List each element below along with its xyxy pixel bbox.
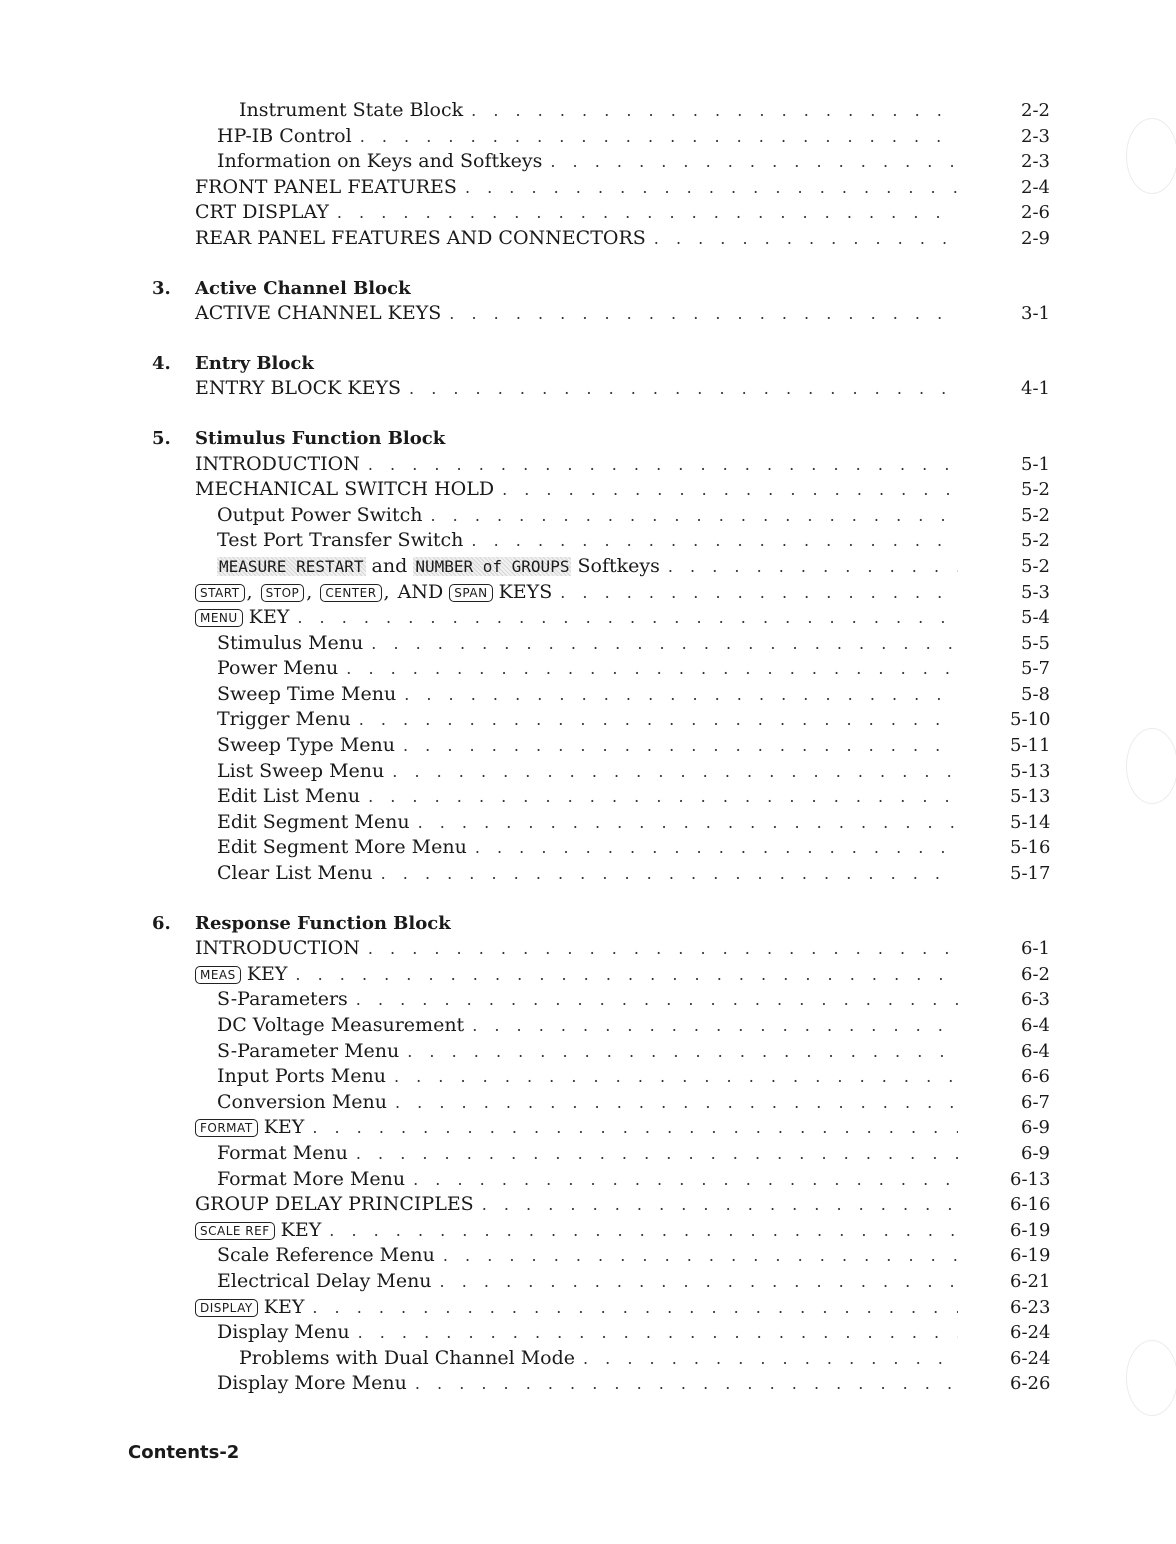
toc-entry-title: S-Parameters — [217, 988, 348, 1011]
toc-entry-title: Scale Reference Menu — [217, 1244, 435, 1267]
toc-page-number: 5-13 — [1010, 760, 1051, 782]
dot-leader — [368, 936, 958, 962]
toc-entry-title: Input Ports Menu — [217, 1065, 386, 1088]
dot-leader — [409, 376, 958, 402]
dot-leader — [472, 1013, 958, 1039]
toc-entry-title: Electrical Delay Menu — [217, 1269, 432, 1292]
toc-entry[interactable] — [150, 759, 1050, 785]
hardkey-label: SCALE REF — [195, 1222, 275, 1240]
toc-entry[interactable] — [150, 1218, 1050, 1244]
dot-leader — [418, 810, 958, 836]
toc-entry[interactable] — [150, 707, 1050, 733]
hardkey-label: STOP — [261, 584, 305, 602]
toc-entry-title: HP-IB Control — [217, 124, 352, 147]
toc-entry-title: Edit List Menu — [217, 785, 361, 808]
toc-entry[interactable] — [150, 376, 1050, 402]
toc-entry[interactable] — [150, 1371, 1050, 1397]
toc-entry[interactable] — [150, 503, 1050, 529]
toc-page-number: 5-16 — [1010, 837, 1051, 859]
toc-page-number: 6-6 — [1021, 1066, 1050, 1088]
toc-entry[interactable] — [150, 477, 1050, 503]
toc-entry-title: GROUP DELAY PRINCIPLES — [195, 1193, 474, 1216]
toc-page-number: 6-9 — [1021, 1117, 1050, 1139]
toc-entry-title — [150, 605, 289, 631]
toc-entry[interactable] — [150, 1320, 1050, 1346]
chapter-heading[interactable] — [150, 426, 1050, 452]
chapter-number: 4. — [152, 352, 171, 374]
toc-entry[interactable] — [150, 1192, 1050, 1218]
toc-page-number: 5-2 — [1021, 504, 1050, 526]
toc-entry[interactable] — [150, 962, 1050, 988]
toc-page-number: 6-19 — [1010, 1219, 1051, 1241]
toc-page-number: 4-1 — [1021, 378, 1050, 400]
toc-page-number: 6-24 — [1010, 1322, 1051, 1344]
toc-entry-title: DC Voltage Measurement — [217, 1014, 465, 1036]
dot-leader — [346, 656, 958, 682]
softkey-label: MEASURE RESTART — [219, 556, 364, 576]
toc-page-number: 2-3 — [1021, 151, 1050, 173]
toc-entry-title — [150, 962, 287, 988]
toc-page-number: 5-7 — [1021, 658, 1050, 680]
toc-entry-suffix: KEY — [263, 1295, 305, 1318]
toc-entry-title: Information on Keys and Softkeys — [217, 150, 543, 173]
toc-entry-title: List Sweep Menu — [217, 759, 385, 782]
dot-leader — [413, 1167, 958, 1193]
dot-leader — [356, 987, 958, 1013]
toc-page-number: 5-14 — [1010, 811, 1051, 833]
dot-leader — [475, 835, 958, 861]
dot-leader — [371, 631, 958, 657]
toc-entry[interactable] — [150, 452, 1050, 478]
toc-entry[interactable] — [150, 1295, 1050, 1321]
dot-leader — [443, 1243, 958, 1269]
toc-entry-title: ENTRY BLOCK KEYS — [195, 377, 402, 400]
toc-entry[interactable] — [150, 1141, 1050, 1167]
toc-entry[interactable] — [150, 200, 1050, 226]
toc-page-number: 5-17 — [1010, 863, 1051, 885]
toc-page-number: 6-1 — [1021, 938, 1050, 960]
toc-entry-title: Display More Menu — [217, 1372, 407, 1395]
connector-word: AND — [397, 580, 444, 603]
toc-page-number: 2-6 — [1021, 202, 1050, 224]
toc-entry-title: Output Power Switch — [217, 503, 423, 526]
toc-entry[interactable] — [150, 835, 1050, 861]
toc-entry[interactable] — [150, 605, 1050, 631]
dot-leader — [358, 1320, 958, 1346]
dot-leader — [550, 149, 958, 175]
hardkey-label: SPAN — [449, 584, 492, 602]
chapter-heading[interactable] — [150, 351, 1050, 377]
toc-entry-title: Conversion Menu — [217, 1090, 387, 1113]
dot-leader — [368, 784, 958, 810]
toc-entry[interactable] — [150, 528, 1050, 554]
hardkey-label: START — [195, 584, 245, 602]
toc-entry-title — [150, 1295, 304, 1321]
page-footer: Contents-2 — [128, 1442, 240, 1463]
chapter-title: Response Function Block — [195, 912, 451, 934]
chapter-title: Active Channel Block — [195, 277, 411, 299]
dot-leader — [295, 962, 958, 988]
toc-page-number: 3-1 — [1021, 303, 1050, 325]
toc-page-number: 6-13 — [1010, 1168, 1051, 1190]
toc-entry[interactable] — [150, 631, 1050, 657]
toc-page-number: 6-7 — [1021, 1091, 1050, 1113]
toc-page-number: 6-3 — [1021, 989, 1050, 1011]
table-of-contents — [150, 98, 1050, 1397]
toc-entry[interactable] — [150, 554, 1050, 580]
dot-leader — [356, 1141, 958, 1167]
toc-entry-title: Stimulus Menu — [217, 631, 364, 654]
toc-page-number: 2-9 — [1021, 227, 1050, 249]
chapter-title: Entry Block — [195, 352, 314, 374]
toc-entry-title: START , STOP , CENTER , AND SPAN KEYS — [150, 580, 552, 606]
hardkey-label: DISPLAY — [195, 1299, 258, 1317]
toc-entry-title: Edit Segment Menu — [217, 810, 410, 833]
toc-entry-title: REAR PANEL FEATURES AND CONNECTORS — [195, 226, 646, 249]
hardkey-label: MEAS — [195, 966, 241, 984]
toc-page-number: 5-13 — [1010, 786, 1051, 808]
toc-entry-title: Test Port Transfer Switch — [217, 529, 464, 552]
toc-entry[interactable] — [150, 98, 1050, 124]
dot-leader — [312, 1295, 958, 1321]
hardkey-label: MENU — [195, 609, 243, 627]
toc-entry-title: Problems with Dual Channel Mode — [239, 1346, 575, 1369]
toc-entry[interactable] — [150, 149, 1050, 175]
dot-leader — [360, 124, 958, 150]
dot-leader — [297, 605, 958, 631]
dot-leader — [502, 477, 958, 503]
dot-leader — [440, 1269, 958, 1295]
dot-leader — [430, 503, 958, 529]
toc-page-number: 5-8 — [1021, 683, 1050, 705]
toc-entry[interactable] — [150, 1013, 1050, 1039]
chapter-number: 3. — [152, 277, 171, 299]
toc-entry[interactable] — [150, 1064, 1050, 1090]
hardkey-label: CENTER — [320, 584, 381, 602]
toc-entry-suffix: KEY — [248, 606, 290, 629]
toc-page-number: 6-19 — [1010, 1245, 1051, 1267]
toc-entry[interactable] — [150, 784, 1050, 810]
dot-leader — [312, 1115, 958, 1141]
toc-page-number: 2-4 — [1021, 176, 1050, 198]
toc-entry-title: Sweep Type Menu — [217, 734, 395, 757]
chapter-title: Stimulus Function Block — [195, 427, 446, 449]
toc-entry[interactable] — [150, 301, 1050, 327]
toc-page-number: 5-4 — [1021, 607, 1050, 629]
dot-leader — [368, 452, 958, 478]
toc-entry[interactable] — [150, 1090, 1050, 1116]
toc-page-number: 5-2 — [1021, 479, 1050, 501]
toc-entry-title: Display Menu — [217, 1321, 350, 1344]
toc-entry-title: INTRODUCTION — [195, 937, 360, 960]
toc-entry-title: MECHANICAL SWITCH HOLD — [195, 478, 495, 501]
chapter-heading[interactable] — [150, 276, 1050, 302]
toc-entry[interactable] — [150, 1269, 1050, 1295]
toc-entry[interactable] — [150, 1039, 1050, 1065]
dot-leader — [404, 682, 958, 708]
dot-leader — [403, 733, 958, 759]
dot-leader — [482, 1192, 958, 1218]
toc-entry-suffix: KEY — [246, 962, 288, 985]
toc-entry[interactable] — [150, 124, 1050, 150]
dot-leader — [394, 1064, 958, 1090]
toc-entry-title — [150, 554, 660, 580]
dot-leader — [654, 226, 958, 252]
toc-entry-title: Format More Menu — [217, 1167, 406, 1190]
dot-leader — [392, 759, 958, 785]
toc-entry-title: Power Menu — [217, 657, 339, 680]
toc-entry-title: CRT DISPLAY — [195, 201, 329, 224]
toc-entry[interactable] — [150, 987, 1050, 1013]
dot-leader — [415, 1371, 958, 1397]
toc-entry-title: Edit Segment More Menu — [217, 836, 467, 859]
toc-page-number: 6-4 — [1021, 1015, 1050, 1036]
chapter-heading[interactable] — [150, 911, 1050, 937]
dot-leader — [471, 98, 958, 124]
hardkey-label: FORMAT — [195, 1119, 258, 1137]
toc-entry-title — [150, 1115, 304, 1141]
toc-page-number: 2-2 — [1021, 100, 1050, 121]
toc-page-number: 5-11 — [1010, 735, 1051, 757]
toc-entry-title: INTRODUCTION — [195, 452, 360, 475]
dot-leader — [583, 1346, 958, 1372]
toc-page-number: 6-26 — [1010, 1373, 1051, 1395]
toc-page-number: 2-3 — [1021, 125, 1050, 147]
binder-hole — [1126, 1340, 1176, 1416]
toc-entry-suffix: KEY — [280, 1218, 322, 1241]
dot-leader — [381, 861, 958, 887]
dot-leader — [471, 528, 958, 554]
toc-page-number: 6-9 — [1021, 1142, 1050, 1164]
toc-page-number: 5-5 — [1021, 632, 1050, 654]
toc-entry[interactable] — [150, 1115, 1050, 1141]
toc-page-number: 5-3 — [1021, 581, 1050, 603]
toc-entry-title: S-Parameter Menu — [217, 1039, 400, 1062]
toc-entry[interactable] — [150, 861, 1050, 887]
binder-hole — [1126, 118, 1176, 194]
dot-leader — [449, 301, 958, 327]
toc-page-number: 6-23 — [1010, 1296, 1051, 1318]
chapter-number: 6. — [152, 912, 171, 934]
toc-entry[interactable] — [150, 1167, 1050, 1193]
dot-leader — [395, 1090, 958, 1116]
toc-page-number: 5-2 — [1021, 530, 1050, 552]
toc-entry[interactable] — [150, 1243, 1050, 1269]
toc-page-number: 6-16 — [1010, 1194, 1051, 1216]
dot-leader — [560, 580, 958, 606]
toc-entry-suffix: KEYS — [498, 580, 553, 603]
toc-page-number: 5-10 — [1010, 709, 1051, 731]
toc-entry[interactable] — [150, 810, 1050, 836]
toc-entry-title: FRONT PANEL FEATURES — [195, 175, 457, 198]
toc-entry[interactable] — [150, 580, 1050, 606]
chapter-number: 5. — [152, 427, 171, 449]
toc-entry-title: Trigger Menu — [217, 708, 351, 731]
toc-entry-title: Instrument State Block — [239, 99, 464, 121]
toc-page-number: 6-24 — [1010, 1347, 1051, 1369]
toc-entry-title: Format Menu — [217, 1141, 348, 1164]
toc-entry-title: Clear List Menu — [217, 862, 373, 885]
dot-leader — [359, 707, 958, 733]
toc-entry[interactable] — [150, 733, 1050, 759]
toc-entry[interactable] — [150, 175, 1050, 201]
toc-entry-title: ACTIVE CHANNEL KEYS — [195, 302, 442, 325]
softkey-label: NUMBER of GROUPS — [415, 556, 570, 576]
toc-entry[interactable] — [150, 682, 1050, 708]
toc-entry-suffix: Softkeys — [577, 554, 660, 577]
dot-leader — [668, 554, 958, 580]
dot-leader — [407, 1039, 958, 1065]
connector-word: and — [371, 554, 408, 577]
dot-leader — [465, 175, 958, 201]
binder-hole — [1126, 728, 1176, 804]
dot-leader — [329, 1218, 958, 1244]
toc-page-number: 6-4 — [1021, 1040, 1050, 1062]
toc-entry[interactable] — [150, 226, 1050, 252]
toc-page-number: 6-21 — [1010, 1270, 1051, 1292]
toc-entry-title — [150, 1218, 321, 1244]
toc-entry-title: Sweep Time Menu — [217, 682, 397, 705]
dot-leader — [337, 200, 958, 226]
toc-entry[interactable] — [150, 936, 1050, 962]
toc-entry[interactable] — [150, 656, 1050, 682]
toc-page-number: 5-2 — [1021, 555, 1050, 577]
toc-page-number: 6-2 — [1021, 963, 1050, 985]
toc-entry-suffix: KEY — [263, 1116, 305, 1139]
toc-entry[interactable] — [150, 1346, 1050, 1372]
toc-page-number: 5-1 — [1021, 453, 1050, 475]
